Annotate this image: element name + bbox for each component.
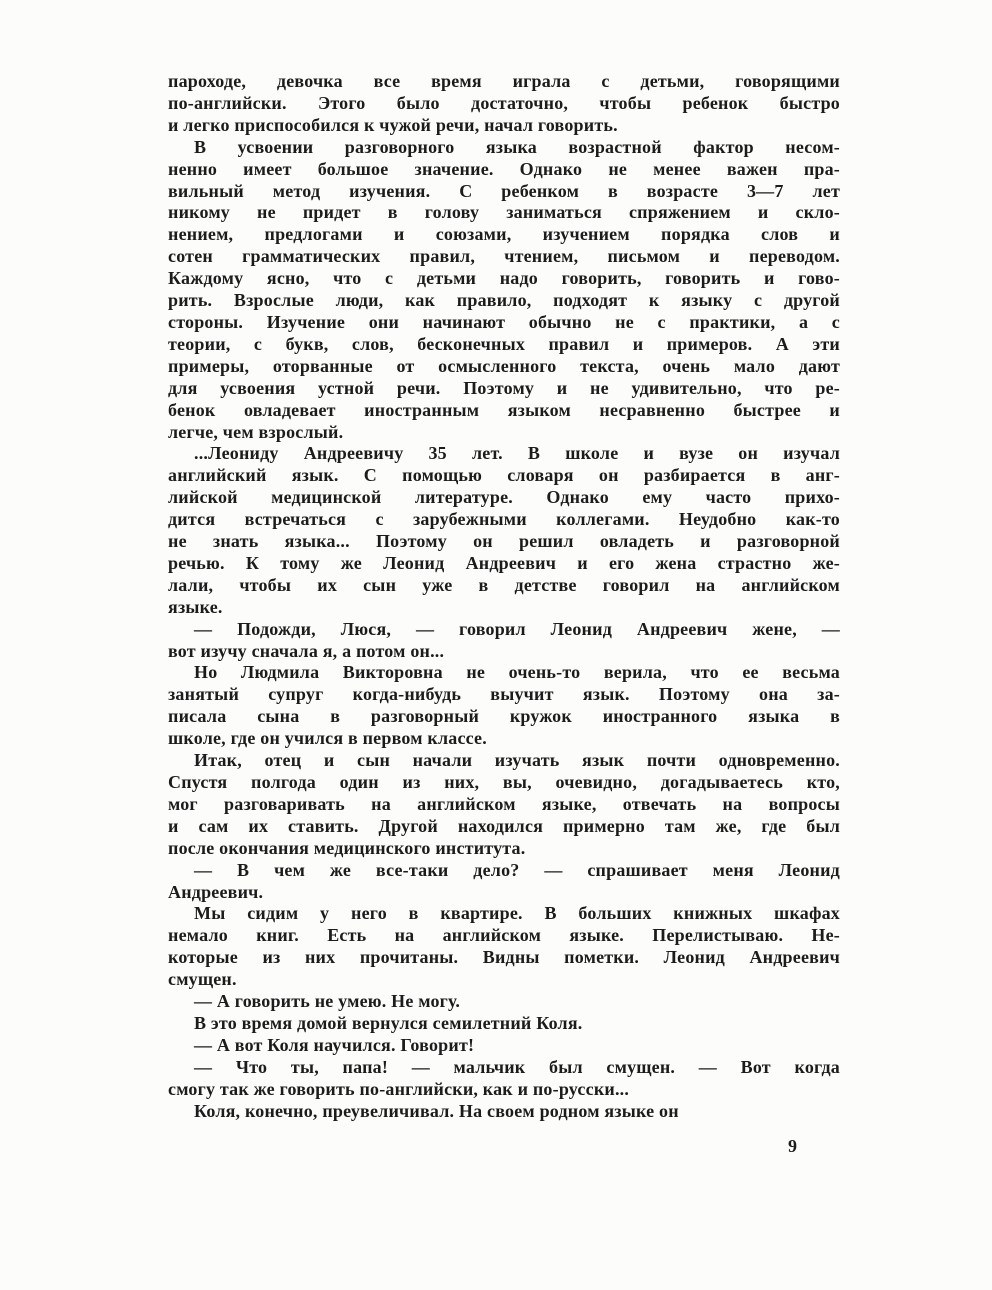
text-line: языке. <box>168 596 223 617</box>
text-line: — Подожди, Люся, — говорил Леонид Андреевич жене, — <box>194 618 840 639</box>
text-line: примеры, оторванные от осмысленного текста, очень мало дают <box>168 355 840 376</box>
paragraph <box>168 1035 840 1057</box>
text-line: и легко приспособился к чужой речи, начал говорить. <box>168 114 618 135</box>
text-line: по-английски. Этого было достаточно, чтобы ребенок быстро <box>168 92 840 113</box>
text-line: Мы сидим у него в квартире. В больших книжных шкафах <box>194 903 840 924</box>
text-line: — В чем же все-таки дело? — спрашивает меня Леонид <box>194 859 840 880</box>
text-line: лали, чтобы их сын уже в детстве говорил на английском <box>168 574 840 595</box>
text-line: Коля, конечно, преувеличивал. На своем родном языке он <box>194 1100 679 1121</box>
paragraph <box>168 137 840 444</box>
text-line: для усвоения устной речи. Поэтому и не удивительно, что ре- <box>168 377 840 398</box>
paragraph <box>168 903 840 991</box>
text-line: бенок овладевает иностранным языком несравненно быстрее и <box>168 399 840 420</box>
text-line: после окончания медицинского института. <box>168 837 526 858</box>
text-line: не знать языка... Поэтому он решил овладеть и разговорной <box>168 531 840 552</box>
text-line: речью. К тому же Леонид Андреевич и его жена страстно же- <box>168 552 840 573</box>
paragraph <box>168 860 840 904</box>
text-line: писала сына в разговорный кружок иностранного языка в <box>168 706 840 727</box>
text-line: — А говорить не умею. Не могу. <box>194 991 461 1012</box>
text-line: занятый супруг когда-нибудь выучит язык. Поэтому она за- <box>168 684 840 705</box>
paragraph <box>168 619 840 663</box>
text-line: В усвоении разговорного языка возрастной фактор несом- <box>194 136 840 157</box>
paragraph <box>168 991 840 1013</box>
text-line: рить. Взрослые люди, как правило, подходят к языку с другой <box>168 290 840 311</box>
text-line: нением, предлогами и союзами, изучением порядка слов и <box>168 224 840 245</box>
text-line: стороны. Изучение они начинают обычно не с практики, а с <box>168 311 840 332</box>
text-line: теории, с букв, слов, бесконечных правил и примеров. А эти <box>168 333 840 354</box>
text-line: Но Людмила Викторовна не очень-то верила, что ее весьма <box>194 662 840 683</box>
text-line: мог разговаривать на английском языке, отвечать на вопросы <box>168 793 840 814</box>
text-line: сотен грамматических правил, чтением, письмом и переводом. <box>168 246 840 267</box>
text-block <box>168 71 840 1123</box>
text-line: смущен. <box>168 969 237 990</box>
text-line: дится встречаться с зарубежными коллегами. Неудобно как-то <box>168 509 840 530</box>
text-line: Итак, отец и сын начали изучать язык почти одновременно. <box>194 750 840 771</box>
text-line: вот изучу сначала я, а потом он... <box>168 640 445 661</box>
paragraph <box>168 750 840 860</box>
text-line: Спустя полгода один из них, вы, очевидно, догадываетесь кто, <box>168 772 840 792</box>
text-line: которые из них прочитаны. Видны пометки. Леонид Андреевич <box>168 947 840 968</box>
text-line: Андреевич. <box>168 881 264 902</box>
text-line: ...Леониду Андреевичу 35 лет. В школе и вузе он изучал <box>194 443 840 464</box>
text-line: ненно имеет большое значение. Однако не менее важен пра- <box>168 158 840 179</box>
text-line: школе, где он учился в первом классе. <box>168 728 487 749</box>
paragraph <box>168 1057 840 1101</box>
paragraph <box>168 1013 840 1035</box>
paragraph <box>168 1101 840 1123</box>
text-line: В это время домой вернулся семилетний Коля. <box>194 1012 583 1033</box>
text-line: и сам их ставить. Другой находился примерно там же, где был <box>168 815 840 836</box>
text-line: смогу так же говорить по-английски, как и по-русски... <box>168 1078 630 1099</box>
text-line: вильный метод изучения. С ребенком в возрасте 3—7 лет <box>168 180 840 201</box>
text-line: Каждому ясно, что с детьми надо говорить, говорить и гово- <box>168 268 840 289</box>
paragraph <box>168 71 840 137</box>
text-line: лийской медицинской литературе. Однако ему часто прихо- <box>168 487 840 508</box>
text-line: легче, чем взрослый. <box>168 421 344 442</box>
text-line: — А вот Коля научился. Говорит! <box>194 1034 475 1055</box>
text-line: — Что ты, папа! — мальчик был смущен. — Вот когда <box>194 1056 840 1077</box>
text-line: никому не придет в голову заниматься спряжением и скло- <box>168 202 840 223</box>
text-line: немало книг. Есть на английском языке. Перелистываю. Не- <box>168 925 840 946</box>
text-line: пароходе, девочка все время играла с детьми, говорящими <box>168 71 840 91</box>
paragraph <box>168 443 840 618</box>
page-number: 9 <box>788 1136 797 1156</box>
text-line: английский язык. С помощью словаря он разбирается в анг- <box>168 465 840 486</box>
paragraph <box>168 662 840 750</box>
